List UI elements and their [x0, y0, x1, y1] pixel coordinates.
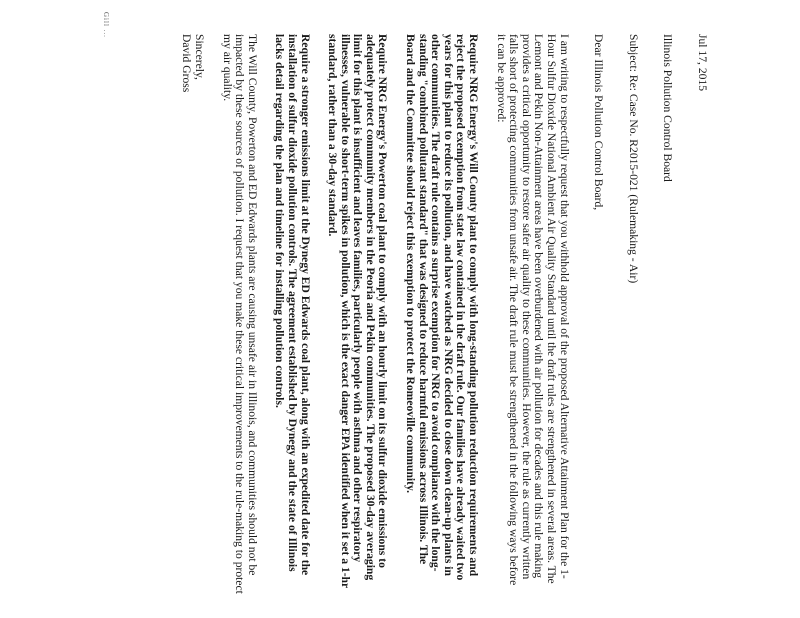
letter-intro-paragraph: I am writing to respectfully request that you withhold approval of the proposed Alternative Attainment Plan for the 1-Hour Sulfur Dioxide National Ambient Air Quality Standard until the draft rules are strengthened in several areas. The Lemont and Pekin Non-Attainment areas have been overburdened with air pollution for decades and this rule making provides a critical opportunity to restore safer air quality to these communities. However, the rule as currently written falls short of protecting communities from unsafe air. The draft rule must be strengthened in the following ways before it can be approved:	[494, 34, 571, 586]
requirement-ed-edwards: Require a stronger emissions limit at the Dynegy ED Edwards coal plant, along with an expedited date for the installation of sulfur dioxide pollution controls. The agreement established by Dynegy and the state of Illinois lacks detail regarding the plan and timeline for installing pollution controls.	[273, 34, 312, 576]
letter-closing: Sincerely,	[192, 34, 206, 80]
letter-signature: David Gross	[180, 34, 194, 93]
requirement-will-county: Require NRG Energy's Will County plant to comply with long-standing pollution reduction requirements and reject the proposed exemption from state law contained in the draft rule. Our families have already waited two years for this plant to reduce its pollution, and have watched as NRG decided to close down clean-up plants in other communities. The draft rule contains a surprise exemption for NRG to avoid compliance with the long-standing "combined pollutant standard" that was designed to reduce harmful emissions across Illinois. The Board and the Committee should reject this exemption to protect the Romeoville community.	[404, 34, 481, 581]
letter-recipient: Illinois Pollution Control Board	[661, 34, 675, 182]
letter-salutation: Dear Illinois Pollution Control Board,	[592, 34, 606, 211]
scan-mark: Gill ...	[102, 12, 110, 38]
letter-conclusion-paragraph: The Will County, Powerton and ED Edwards plants are causing unsafe air in Illinois, and communities should not be impacted by these sources of pollution. I request that you make these critical improvements to the rule-making to protect my air quality.	[220, 34, 259, 594]
letter-body	[18, 34, 708, 594]
letter-date: Jul 17, 2015	[696, 34, 709, 92]
requirement-powerton: Require NRG Energy's Powerton coal plant to comply with an hourly limit on its sulfur dioxide emissions to adequately protect community members in the Peoria and Pekin communities. The proposed 30-day averaging limit for this plant is insufficient and leaves families, particularly people with asthma and other respiratory illnesses, vulnerable to short-term spikes in pollution, which is the exact danger EPA identified when it set a 1-hr standard, rather than a 30-day standard.	[326, 34, 390, 588]
letter-subject: Subject: Re: Case No. R2015-021 (Rulemaking - Air)	[626, 34, 640, 284]
